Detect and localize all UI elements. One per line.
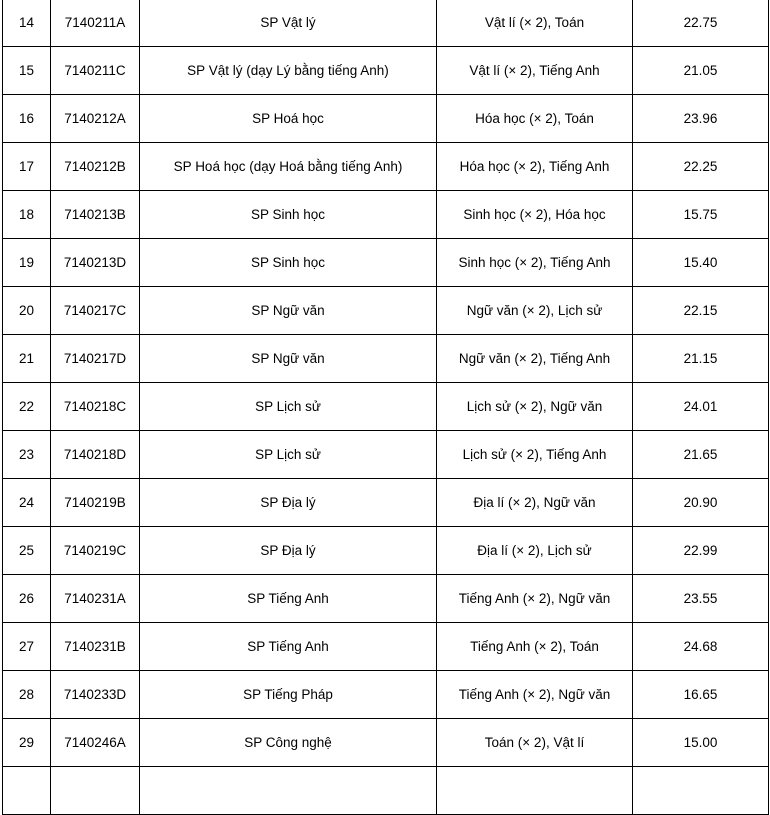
major-name-cell: SP Tiếng Pháp: [140, 671, 437, 719]
row-number-cell: 29: [3, 719, 51, 767]
subject-combination-cell: Địa lí (× 2), Lịch sử: [437, 527, 633, 575]
major-name-cell: SP Hoá học: [140, 95, 437, 143]
table-row: [3, 239, 769, 287]
major-name-cell: SP Lịch sử: [140, 383, 437, 431]
cutoff-score-cell: 22.75: [633, 0, 769, 47]
major-name-cell: SP Sinh học: [140, 191, 437, 239]
subject-combination-cell: Toán (× 2), Vật lí: [437, 719, 633, 767]
table-row: [3, 623, 769, 671]
cutoff-score-cell: [633, 767, 769, 815]
cutoff-score-cell: 16.65: [633, 671, 769, 719]
major-code-cell: 7140217D: [51, 335, 140, 383]
major-code-cell: 7140218D: [51, 431, 140, 479]
table-row: [3, 431, 769, 479]
major-name-cell: SP Hoá học (dạy Hoá bằng tiếng Anh): [140, 143, 437, 191]
major-code-cell: 7140218C: [51, 383, 140, 431]
subject-combination-cell: Ngữ văn (× 2), Lịch sử: [437, 287, 633, 335]
subject-combination-cell: Hóa học (× 2), Toán: [437, 95, 633, 143]
row-number-cell: 19: [3, 239, 51, 287]
major-name-cell: SP Ngữ văn: [140, 335, 437, 383]
major-name-cell: SP Công nghệ: [140, 719, 437, 767]
major-code-cell: 7140211C: [51, 47, 140, 95]
row-number-cell: 24: [3, 479, 51, 527]
cutoff-score-cell: 24.01: [633, 383, 769, 431]
table-row: [3, 575, 769, 623]
row-number-cell: 25: [3, 527, 51, 575]
major-name-cell: SP Lịch sử: [140, 431, 437, 479]
row-number-cell: 17: [3, 143, 51, 191]
major-code-cell: 7140219C: [51, 527, 140, 575]
major-code-cell: 7140233D: [51, 671, 140, 719]
table-row: [3, 95, 769, 143]
cutoff-score-cell: 22.25: [633, 143, 769, 191]
subject-combination-cell: Tiếng Anh (× 2), Toán: [437, 623, 633, 671]
table-row: [3, 0, 769, 47]
row-number-cell: 21: [3, 335, 51, 383]
major-code-cell: [51, 767, 140, 815]
major-code-cell: 7140213B: [51, 191, 140, 239]
subject-combination-cell: Sinh học (× 2), Tiếng Anh: [437, 239, 633, 287]
cutoff-score-cell: 23.55: [633, 575, 769, 623]
row-number-cell: 14: [3, 0, 51, 47]
table-body: [3, 0, 769, 815]
major-name-cell: SP Tiếng Anh: [140, 575, 437, 623]
table-row: [3, 335, 769, 383]
table-row: [3, 671, 769, 719]
table-row: [3, 191, 769, 239]
table-row: [3, 479, 769, 527]
cutoff-score-cell: 23.96: [633, 95, 769, 143]
row-number-cell: 23: [3, 431, 51, 479]
major-name-cell: SP Tiếng Anh: [140, 623, 437, 671]
major-code-cell: 7140231A: [51, 575, 140, 623]
cutoff-score-cell: 21.05: [633, 47, 769, 95]
major-code-cell: 7140212B: [51, 143, 140, 191]
table-row: [3, 287, 769, 335]
subject-combination-cell: Hóa học (× 2), Tiếng Anh: [437, 143, 633, 191]
major-name-cell: SP Vật lý (dạy Lý bằng tiếng Anh): [140, 47, 437, 95]
cutoff-score-cell: 15.75: [633, 191, 769, 239]
row-number-cell: 20: [3, 287, 51, 335]
row-number-cell: 28: [3, 671, 51, 719]
table-row: [3, 767, 769, 815]
cutoff-score-cell: 15.00: [633, 719, 769, 767]
row-number-cell: 15: [3, 47, 51, 95]
row-number-cell: 18: [3, 191, 51, 239]
table-row: [3, 527, 769, 575]
table-row: [3, 143, 769, 191]
subject-combination-cell: Vật lí (× 2), Tiếng Anh: [437, 47, 633, 95]
row-number-cell: 22: [3, 383, 51, 431]
subject-combination-cell: Địa lí (× 2), Ngữ văn: [437, 479, 633, 527]
row-number-cell: 27: [3, 623, 51, 671]
major-code-cell: 7140217C: [51, 287, 140, 335]
admission-scores-table: [2, 0, 769, 815]
cutoff-score-cell: 22.15: [633, 287, 769, 335]
major-code-cell: 7140246A: [51, 719, 140, 767]
row-number-cell: 26: [3, 575, 51, 623]
subject-combination-cell: Tiếng Anh (× 2), Ngữ văn: [437, 575, 633, 623]
subject-combination-cell: Ngữ văn (× 2), Tiếng Anh: [437, 335, 633, 383]
major-name-cell: SP Sinh học: [140, 239, 437, 287]
subject-combination-cell: Tiếng Anh (× 2), Ngữ văn: [437, 671, 633, 719]
major-name-cell: SP Địa lý: [140, 527, 437, 575]
major-name-cell: SP Vật lý: [140, 0, 437, 47]
cutoff-score-cell: 15.40: [633, 239, 769, 287]
subject-combination-cell: Vật lí (× 2), Toán: [437, 0, 633, 47]
major-code-cell: 7140213D: [51, 239, 140, 287]
row-number-cell: [3, 767, 51, 815]
major-name-cell: [140, 767, 437, 815]
subject-combination-cell: Lịch sử (× 2), Tiếng Anh: [437, 431, 633, 479]
major-code-cell: 7140211A: [51, 0, 140, 47]
subject-combination-cell: [437, 767, 633, 815]
cutoff-score-cell: 21.65: [633, 431, 769, 479]
table-row: [3, 383, 769, 431]
major-name-cell: SP Địa lý: [140, 479, 437, 527]
cutoff-score-cell: 24.68: [633, 623, 769, 671]
cutoff-score-cell: 22.99: [633, 527, 769, 575]
major-code-cell: 7140219B: [51, 479, 140, 527]
table-row: [3, 719, 769, 767]
major-code-cell: 7140212A: [51, 95, 140, 143]
subject-combination-cell: Lịch sử (× 2), Ngữ văn: [437, 383, 633, 431]
major-code-cell: 7140231B: [51, 623, 140, 671]
table-row: [3, 47, 769, 95]
cutoff-score-cell: 20.90: [633, 479, 769, 527]
admission-scores-table-container: [2, 0, 768, 815]
cutoff-score-cell: 21.15: [633, 335, 769, 383]
subject-combination-cell: Sinh học (× 2), Hóa học: [437, 191, 633, 239]
row-number-cell: 16: [3, 95, 51, 143]
major-name-cell: SP Ngữ văn: [140, 287, 437, 335]
